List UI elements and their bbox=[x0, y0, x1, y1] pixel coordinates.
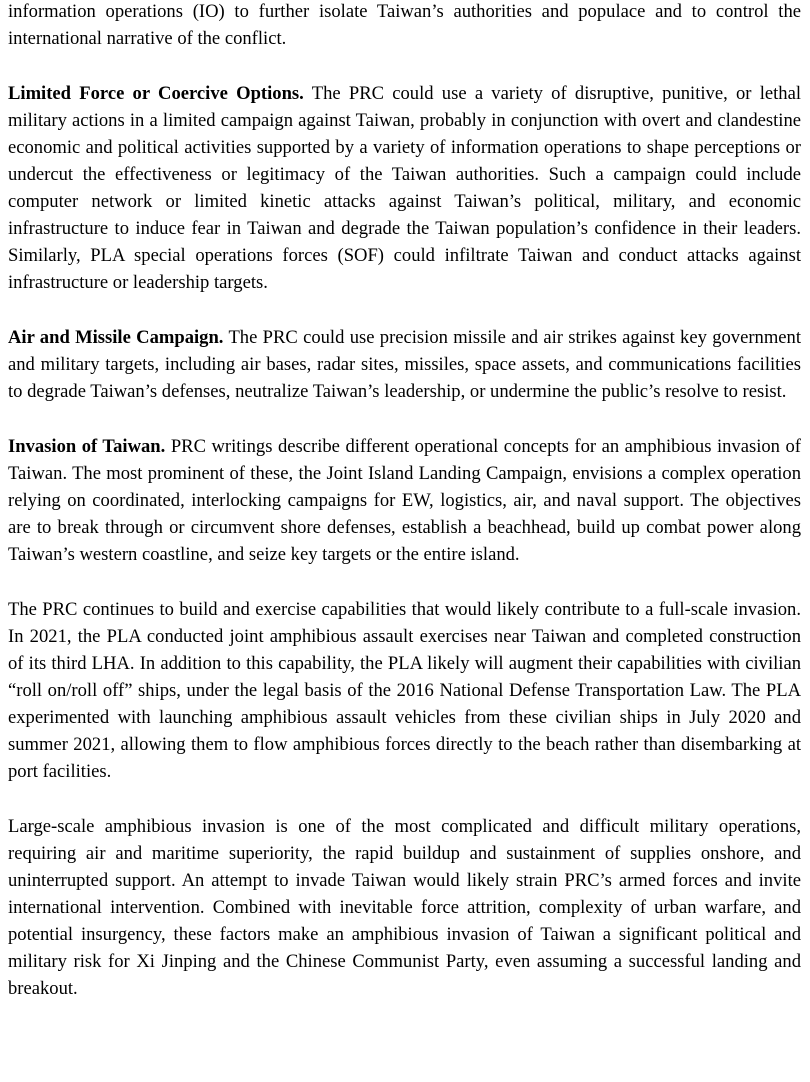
paragraph-heading: Air and Missile Campaign. bbox=[8, 326, 224, 348]
paragraph-text: The PRC could use precision missile and air strikes against key government and military targets, including air bases, radar sites, missiles, space assets, and communications facilities to degrade Taiwan’s defenses, neutralize Taiwan’s leadership, or undermine the public’s resolve to resist. bbox=[8, 326, 802, 403]
paragraph-large-scale-invasion bbox=[8, 813, 801, 1003]
document-page bbox=[8, 0, 801, 1030]
paragraph-capabilities bbox=[8, 596, 801, 786]
paragraph-text: Large-scale amphibious invasion is one of the most complicated and difficult military operations, requiring air and maritime superiority, the rapid buildup and sustainment of supplies onshore, and uninterrupted support. An attempt to invade Taiwan would likely strain PRC’s armed forces and invite international intervention. Combined with inevitable force attrition, complexity of urban warfare, and potential insurgency, these factors make an amphibious invasion of Taiwan a significant political and military risk for Xi Jinping and the Chinese Communist Party, even assuming a successful landing and breakout. bbox=[8, 815, 801, 1000]
paragraph-invasion bbox=[8, 433, 801, 568]
paragraph-text: PRC writings describe different operational concepts for an amphibious invasion of Taiwan. The most prominent of these, the Joint Island Landing Campaign, envisions a complex operation relying on coordinated, interlocking campaigns for EW, logistics, air, and naval support. The objectives are to break through or circumvent shore defenses, establish a beachhead, build up combat power along Taiwan’s western coastline, and seize key targets or the entire island. bbox=[8, 435, 801, 566]
paragraph-text: The PRC could use a variety of disruptive, punitive, or lethal military actions in a limited campaign against Taiwan, probably in conjunction with overt and clandestine economic and political activities supported by a variety of information operations to shape perceptions or undercut the effectiveness or legitimacy of the Taiwan authorities. Such a campaign could include computer network or limited kinetic attacks against Taiwan’s political, military, and economic infrastructure to induce fear in Taiwan and degrade the Taiwan population’s confidence in their leaders. Similarly, PLA special operations forces (SOF) could infiltrate Taiwan and conduct attacks against infrastructure or leadership targets. bbox=[8, 82, 802, 294]
paragraph-text: The PRC continues to build and exercise capabilities that would likely contribute to a full-scale invasion. In 2021, the PLA conducted joint amphibious assault exercises near Taiwan and completed construction of its third LHA. In addition to this capability, the PLA likely will augment their capabilities with civilian “roll on/roll off” ships, under the legal basis of the 2016 National Defense Transportation Law. The PLA experimented with launching amphibious assault vehicles from these civilian ships in July 2020 and summer 2021, allowing them to flow amphibious forces directly to the beach rather than disembarking at port facilities. bbox=[8, 598, 801, 783]
paragraph-limited-force bbox=[8, 80, 801, 297]
paragraph-heading: Limited Force or Coercive Options. bbox=[8, 82, 304, 104]
paragraph-heading: Invasion of Taiwan. bbox=[8, 435, 166, 457]
paragraph-air-missile bbox=[8, 324, 801, 405]
paragraph-text: information operations (IO) to further isolate Taiwan’s authorities and populace and to control the international narrative of the conflict. bbox=[8, 1, 801, 50]
paragraph-io-continuation bbox=[8, 0, 801, 52]
